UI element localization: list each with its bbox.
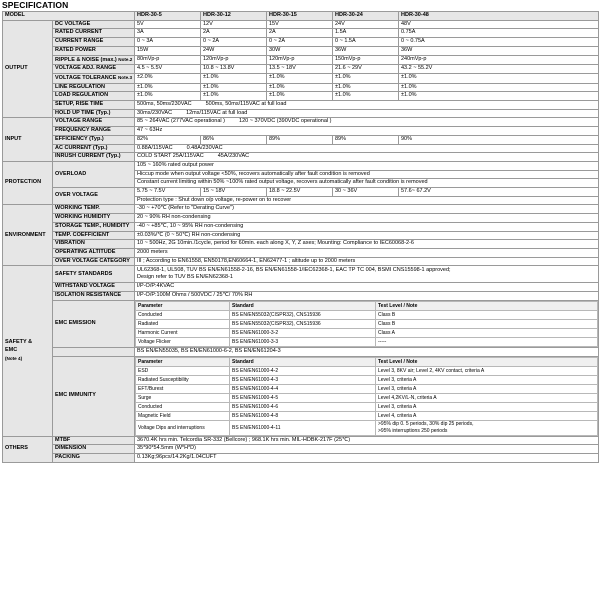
altitude-row	[3, 248, 599, 257]
value-cell: 48V	[399, 20, 599, 29]
row-label: OPERATING ALTITUDE	[53, 248, 135, 257]
withstand-row	[3, 283, 599, 292]
temp-coefficient-row	[3, 231, 599, 240]
value-cell: 86%	[201, 135, 267, 144]
value-cell: 120mVp-p	[267, 55, 333, 65]
value-cell: -40 ~ +85℃, 10 ~ 95% RH non-condensing	[135, 222, 599, 231]
row-label	[53, 73, 135, 83]
mtbf-row	[3, 436, 599, 445]
column-header: Test Level / Note	[376, 301, 598, 310]
row-label: DC VOLTAGE	[53, 20, 135, 29]
row-label: OVER VOLTAGE CATEGORY	[53, 257, 135, 266]
efficiency-row	[3, 135, 599, 144]
value-cell: 0 ~ 2A	[201, 38, 267, 47]
value-cell: 82%	[135, 135, 201, 144]
value-cell: 15W	[135, 46, 201, 55]
value-cell: 0 ~ 2A	[267, 38, 333, 47]
value-cell	[135, 153, 599, 162]
value-cell: 2000 meters	[135, 248, 599, 257]
table-row	[136, 402, 598, 411]
cell: Radiated Susceptibility	[136, 375, 230, 384]
row-label: DIMENSION	[53, 445, 135, 454]
cell: BS EN/EN55032(CISPR32), CNS15936	[230, 319, 376, 328]
column-header: Standard	[230, 357, 376, 366]
cell: BS EN/EN61000-4-8	[230, 411, 376, 420]
emc-footer-row	[3, 347, 599, 356]
cell: Magnetic Field	[136, 411, 230, 420]
section-others: OTHERS	[3, 436, 53, 462]
value-cell: 24W	[201, 46, 267, 55]
row-label: EMC EMISSION	[53, 300, 135, 347]
ov-category-row	[3, 257, 599, 266]
note-ref: Note.3	[117, 74, 132, 80]
table-row	[136, 310, 598, 319]
row-label: WORKING HUMIDITY	[53, 214, 135, 223]
value-cell: 13.5 ~ 18V	[267, 65, 333, 74]
value-cell: 24V	[333, 20, 399, 29]
value-cell: 21.6 ~ 29V	[333, 65, 399, 74]
frequency-row	[3, 127, 599, 136]
value-cell: BS EN/EN55035, BS EN/EN61000-6-2, BS EN/EN61204-3	[135, 347, 599, 356]
line-regulation-row	[3, 83, 599, 92]
row-label: AC CURRENT (Typ.)	[53, 144, 135, 153]
immunity-table	[135, 357, 598, 436]
row-label: CURRENT RANGE	[53, 38, 135, 47]
section-safety-note: (Note 4)	[5, 355, 23, 361]
value-cell: 43.2 ~ 55.2V	[399, 65, 599, 74]
note-ref: Note.2	[118, 56, 133, 62]
packing-row	[3, 453, 599, 462]
emission-table	[135, 301, 598, 347]
row-label: LOAD REGULATION	[53, 92, 135, 101]
column-header: Parameter	[136, 357, 230, 366]
value-cell: 2A	[267, 29, 333, 38]
row-label: FREQUENCY RANGE	[53, 127, 135, 136]
value-cell: 36W	[399, 46, 599, 55]
emc-immunity-row	[3, 356, 599, 436]
section-protection: PROTECTION	[3, 161, 53, 205]
value-cell: ±1.0%	[135, 92, 201, 101]
table-row	[136, 420, 598, 435]
cell: BS EN/EN61000-4-3	[230, 375, 376, 384]
value-cell: 120mVp-p	[201, 55, 267, 65]
value-cell: 0.75A	[399, 29, 599, 38]
row-label: LINE REGULATION	[53, 83, 135, 92]
value-cell: ±1.0%	[399, 92, 599, 101]
cell: Class A	[376, 328, 598, 337]
cell: BS EN/EN61000-4-4	[230, 384, 376, 393]
cell: BS EN/EN61000-4-5	[230, 393, 376, 402]
working-humidity-row	[3, 214, 599, 223]
row-label: SETUP, RISE TIME	[53, 101, 135, 110]
value-cell: 15 ~ 18V	[201, 188, 267, 197]
spec-table	[2, 11, 599, 463]
over-voltage-row	[3, 188, 599, 197]
section-safety-line2: EMC	[5, 347, 18, 354]
ac-current-row	[3, 144, 599, 153]
cell: Radiated	[136, 319, 230, 328]
value-cell: ±0.03%/℃ (0 ~ 50℃) RH non-condensing	[135, 231, 599, 240]
cell: Level 4,2KV/L-N, criteria A	[376, 393, 598, 402]
overload-row-1	[3, 161, 599, 170]
emission-header	[136, 301, 598, 310]
section-output: OUTPUT	[3, 20, 53, 118]
column-header: Test Level / Note	[376, 357, 598, 366]
column-header: Parameter	[136, 301, 230, 310]
value-cell: I/P-O/P:4KVAC	[135, 283, 599, 292]
cell: Voltage Dips and interruptions	[136, 420, 230, 435]
row-label: WITHSTAND VOLTAGE	[53, 283, 135, 292]
row-label: RATED POWER	[53, 46, 135, 55]
cell: Class B	[376, 310, 598, 319]
cell: BS EN/EN61000-3-3	[230, 337, 376, 346]
dc-voltage-row	[3, 20, 599, 29]
inrush-a: COLD START 25A/115VAC	[137, 153, 204, 160]
value-cell: 0 ~ 3A	[135, 38, 201, 47]
value-cell: 90%	[399, 135, 599, 144]
cell: Level 3, criteria A	[376, 402, 598, 411]
row-label: STORAGE TEMP., HUMIDITY	[53, 222, 135, 231]
value-cell: ±1.0%	[135, 83, 201, 92]
value-cell: I/P-O/P:100M Ohms / 500VDC / 25℃/ 70% RH	[135, 292, 599, 301]
model-name: HDR-30-12	[201, 12, 267, 21]
value-cell	[135, 144, 599, 153]
value-cell: ±1.0%	[399, 73, 599, 83]
row-label: EMC IMMUNITY	[53, 356, 135, 436]
cell: BS EN/EN61000-3-2	[230, 328, 376, 337]
value-cell	[135, 118, 599, 127]
value-cell: 0 ~ 0.75A	[399, 38, 599, 47]
row-label: PACKING	[53, 453, 135, 462]
row-label: OVERLOAD	[53, 161, 135, 187]
value-cell: 2A	[201, 29, 267, 38]
working-temp-row	[3, 205, 599, 214]
table-row	[136, 328, 598, 337]
value-cell	[135, 109, 599, 118]
cell: Harmonic Current	[136, 328, 230, 337]
table-row	[136, 337, 598, 346]
section-environment: ENVIRONMENT	[3, 205, 53, 266]
storage-row	[3, 222, 599, 231]
cell: BS EN/EN61000-4-11	[230, 420, 376, 435]
row-label: VIBRATION	[53, 240, 135, 249]
model-name: HDR-30-48	[399, 12, 599, 21]
row-label: WORKING TEMP.	[53, 205, 135, 214]
value-cell: 0.13Kg;96pcs/14.2Kg/1.04CUFT	[135, 453, 599, 462]
value-cell: ±1.0%	[333, 92, 399, 101]
value-cell: 30 ~ 36V	[333, 188, 399, 197]
row-label-empty	[53, 347, 135, 356]
setup-a: 500ms, 50ms/230VAC	[137, 101, 192, 108]
value-cell: 80mVp-p	[135, 55, 201, 65]
value-cell: Constant current limiting within 50% ~100% rated output voltage, recovers automatically after fault condition is removed	[135, 179, 599, 188]
cell: Conducted	[136, 310, 230, 319]
value-cell: 4.5 ~ 5.5V	[135, 65, 201, 74]
rated-power-row	[3, 46, 599, 55]
rated-current-row	[3, 29, 599, 38]
hold-b: 12ms/115VAC at full load	[186, 109, 248, 116]
row-label: HOLD UP TIME (Typ.)	[53, 109, 135, 118]
current-range-row	[3, 38, 599, 47]
value-cell: ±1.0%	[201, 92, 267, 101]
value-cell: 3670.4K hrs min. Telcordia SR-332 (Bellcore) ; 968.1K hrs min. MIL-HDBK-217F (25℃)	[135, 436, 599, 445]
row-label: TEMP. COEFFICIENT	[53, 231, 135, 240]
value-cell: 3A	[135, 29, 201, 38]
tolerance-label: VOLTAGE TOLERANCE	[55, 74, 117, 81]
input-voltage-row	[3, 118, 599, 127]
column-header: Standard	[230, 301, 376, 310]
immunity-cell	[135, 356, 599, 436]
row-label: INRUSH CURRENT (Typ.)	[53, 153, 135, 162]
table-row	[136, 375, 598, 384]
voltage-tolerance-row	[3, 73, 599, 83]
ripple-label: RIPPLE & NOISE (max.)	[55, 56, 117, 63]
value-cell: ±1.0%	[267, 73, 333, 83]
immunity-header	[136, 357, 598, 366]
inrush-b: 45A/230VAC	[217, 153, 250, 160]
value-cell	[135, 101, 599, 110]
row-label	[53, 55, 135, 65]
value-cell: 0 ~ 1.5A	[333, 38, 399, 47]
value-cell: -30 ~ +70℃ (Refer to "Derating Curve")	[135, 205, 599, 214]
value-cell: ±1.0%	[201, 83, 267, 92]
section-safety-line1: SAFETY &	[5, 339, 33, 346]
value-cell: 15V	[267, 20, 333, 29]
setup-b: 500ms, 50ms/115VAC at full load	[205, 101, 287, 108]
cell: BS EN/EN61000-4-2	[230, 366, 376, 375]
table-row	[136, 319, 598, 328]
emc-emission-row	[3, 300, 599, 347]
ac-a: 0.88A/115VAC	[137, 144, 173, 151]
value-cell: ±1.0%	[333, 83, 399, 92]
inrush-row	[3, 153, 599, 162]
emission-cell	[135, 300, 599, 347]
section-safety	[3, 266, 53, 436]
dimension-row	[3, 445, 599, 454]
model-name: HDR-30-24	[333, 12, 399, 21]
value-cell: 1.5A	[333, 29, 399, 38]
table-row	[136, 411, 598, 420]
dips-line-1: >95% dip 0. 5 periods, 30% dip 25 periods,	[378, 420, 474, 427]
vibration-row	[3, 240, 599, 249]
value-cell	[135, 266, 599, 283]
model-name: HDR-30-15	[267, 12, 333, 21]
table-row	[136, 384, 598, 393]
vr-a: 85 ~ 264VAC (277VAC operational )	[137, 118, 226, 125]
value-cell: 12V	[201, 20, 267, 29]
row-label: MTBF	[53, 436, 135, 445]
value-cell: III ; According to EN61558, EN50178,EN60664-1, EN62477-1 ; altitude up to 2000 meters	[135, 257, 599, 266]
hold-a: 30ms/230VAC	[137, 109, 173, 116]
safety-line-1: UL62368-1, UL508, TUV BS EN/EN61558-2-16, BS EN/EN61558-1/IEC62368-1, EAC TP TC 004, BSMI CNS15598-1 approved;	[137, 266, 451, 273]
value-cell: ±1.0%	[267, 83, 333, 92]
dips-line-2: >95% interruptions 250 periods	[378, 427, 448, 434]
value-cell: 150mVp-p	[333, 55, 399, 65]
row-label: VOLTAGE RANGE	[53, 118, 135, 127]
value-cell: ±1.0%	[201, 73, 267, 83]
cell: Level 4, criteria A	[376, 411, 598, 420]
cell: Level 3, criteria A	[376, 384, 598, 393]
value-cell: 5.75 ~ 7.5V	[135, 188, 201, 197]
model-name: HDR-30-5	[135, 12, 201, 21]
cell: Conducted	[136, 402, 230, 411]
cell: EFT/Burest	[136, 384, 230, 393]
value-cell: 10 ~ 500Hz, 2G 10min./1cycle, period for 60min. each along X, Y, Z axes; Mounting: Compliance to IEC60068-2-6	[135, 240, 599, 249]
cell: Surge	[136, 393, 230, 402]
cell: -----	[376, 337, 598, 346]
value-cell: ±1.0%	[333, 73, 399, 83]
value-cell: 18.8 ~ 22.5V	[267, 188, 333, 197]
value-cell: ±1.0%	[399, 83, 599, 92]
value-cell: 5V	[135, 20, 201, 29]
table-row	[136, 393, 598, 402]
value-cell: 35*90*54.5mm (W*H*D)	[135, 445, 599, 454]
vr-b: 120 ~ 370VDC (390VDC operational )	[239, 118, 332, 125]
row-label: EFFICIENCY (Typ.)	[53, 135, 135, 144]
value-cell: 36W	[333, 46, 399, 55]
doc-title: SPECIFICATION	[2, 0, 69, 10]
value-cell: Hiccup mode when output voltage <50%, recovers automatically after fault condition is removed	[135, 170, 599, 179]
row-label: OVER VOLTAGE	[53, 188, 135, 205]
value-cell: 10.8 ~ 13.8V	[201, 65, 267, 74]
ac-b: 0.48A/230VAC	[186, 144, 223, 151]
value-cell: ±2.0%	[135, 73, 201, 83]
cell: Class B	[376, 319, 598, 328]
row-label: VOLTAGE ADJ. RANGE	[53, 65, 135, 74]
value-cell: Protection type : Shut down o/p voltage, re-power on to recover	[135, 196, 599, 205]
table-row	[136, 366, 598, 375]
value-cell: ±1.0%	[267, 92, 333, 101]
setup-rise-row	[3, 101, 599, 110]
cell: BS EN/EN61000-4-6	[230, 402, 376, 411]
value-cell: 105 ~ 160% rated output power	[135, 161, 599, 170]
value-cell: 20 ~ 90% RH non-condensing	[135, 214, 599, 223]
cell: Voltage Flicker	[136, 337, 230, 346]
cell: ESD	[136, 366, 230, 375]
voltage-adj-row	[3, 65, 599, 74]
isolation-row	[3, 292, 599, 301]
hold-up-row	[3, 109, 599, 118]
value-cell: 89%	[267, 135, 333, 144]
row-label: SAFETY STANDARDS	[53, 266, 135, 283]
value-cell: 47 ~ 63Hz	[135, 127, 599, 136]
row-label: ISOLATION RESISTANCE	[53, 292, 135, 301]
section-input: INPUT	[3, 118, 53, 162]
value-cell: 57.6~ 67.2V	[399, 188, 599, 197]
safety-standards-row	[3, 266, 599, 283]
row-label: RATED CURRENT	[53, 29, 135, 38]
model-label: MODEL	[3, 12, 135, 21]
safety-line-2: Design refer to TUV BS EN/EN62368-1	[137, 274, 233, 281]
load-regulation-row	[3, 92, 599, 101]
cell	[376, 420, 598, 435]
cell: BS EN/EN55032(CISPR32), CNS15936	[230, 310, 376, 319]
cell: Level 3, 8KV air; Level 2, 4KV contact, criteria A	[376, 366, 598, 375]
model-row	[3, 12, 599, 21]
value-cell: 30W	[267, 46, 333, 55]
value-cell: 89%	[333, 135, 399, 144]
ripple-row	[3, 55, 599, 65]
value-cell: 240mVp-p	[399, 55, 599, 65]
cell: Level 3, criteria A	[376, 375, 598, 384]
